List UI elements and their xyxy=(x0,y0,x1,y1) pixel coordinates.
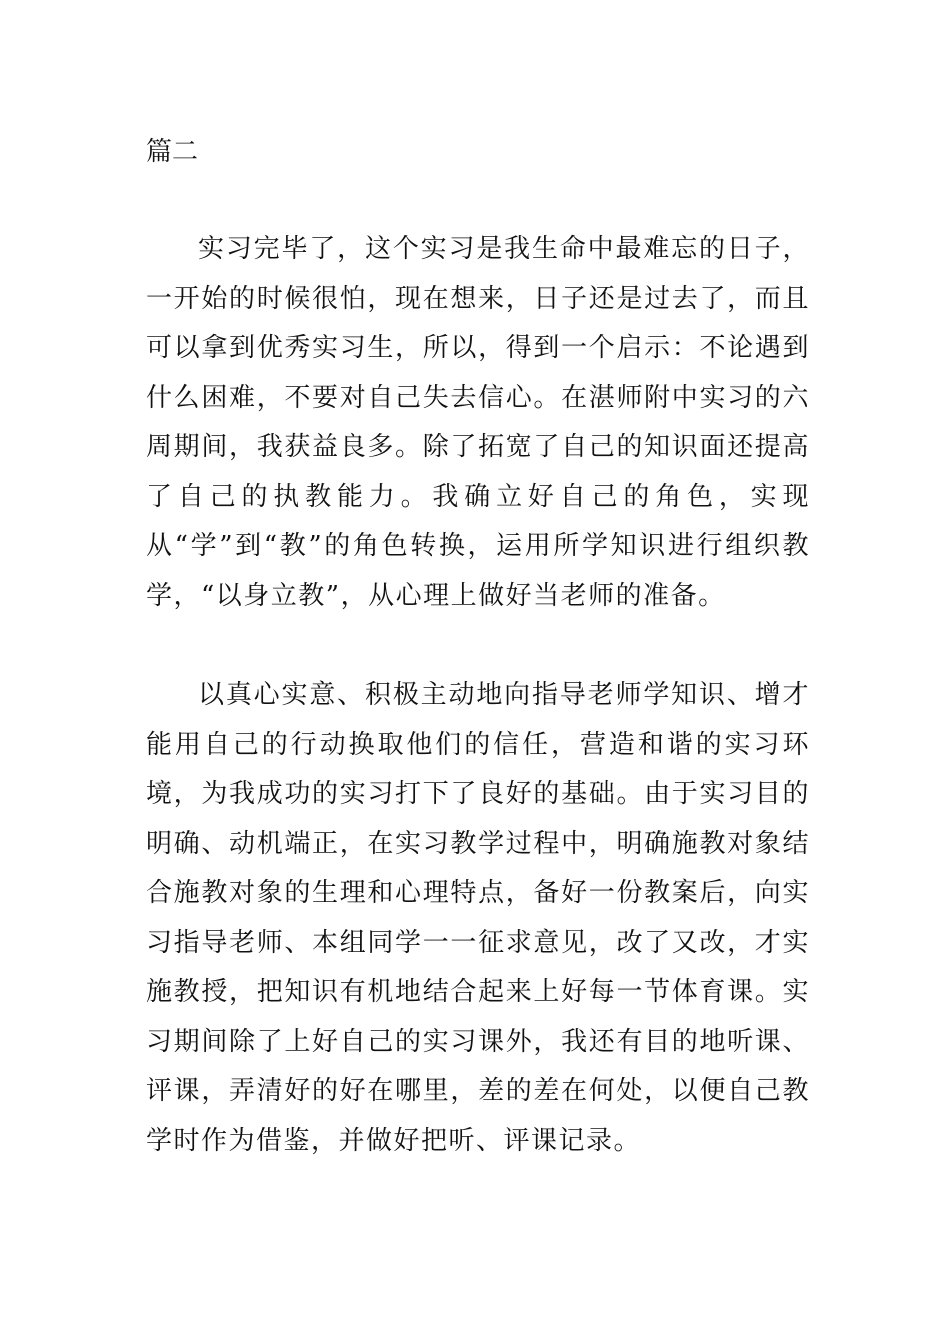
paragraph-2: 以真心实意、积极主动地向指导老师学知识、增才能用自己的行动换取他们的信任，营造和谐的实习环境，为我成功的实习打下了良好的基础。由于实习目的明确、动机端正，在实习教学过程中，明确施教对象结合施教对象的生理和心理特点，备好一份教案后，向实习指导老师、本组同学一一征求意见，改了又改，才实施教授，把知识有机地结合起来上好每一节体育课。实习期间除了上好自己的实习课外，我还有目的地听课、评课，弄清好的好在哪里，差的差在何处，以便自己教学时作为借鉴，并做好把听、评课记录。 xyxy=(146,680,810,1156)
section-heading: 篇二 xyxy=(146,137,199,167)
paragraph-1: 实习完毕了，这个实习是我生命中最难忘的日子，一开始的时候很怕，现在想来，日子还是过去了，而且可以拿到优秀实习生，所以，得到一个启示：不论遇到什么困难，不要对自己失去信心。在湛师附中实习的六周期间，我获益良多。除了拓宽了自己的知识面还提高了自己的执教能力。我确立好自己的角色，实现从“学”到“教”的角色转换，运用所学知识进行组织教学，“以身立教”，从心理上做好当老师的准备。 xyxy=(146,234,810,611)
